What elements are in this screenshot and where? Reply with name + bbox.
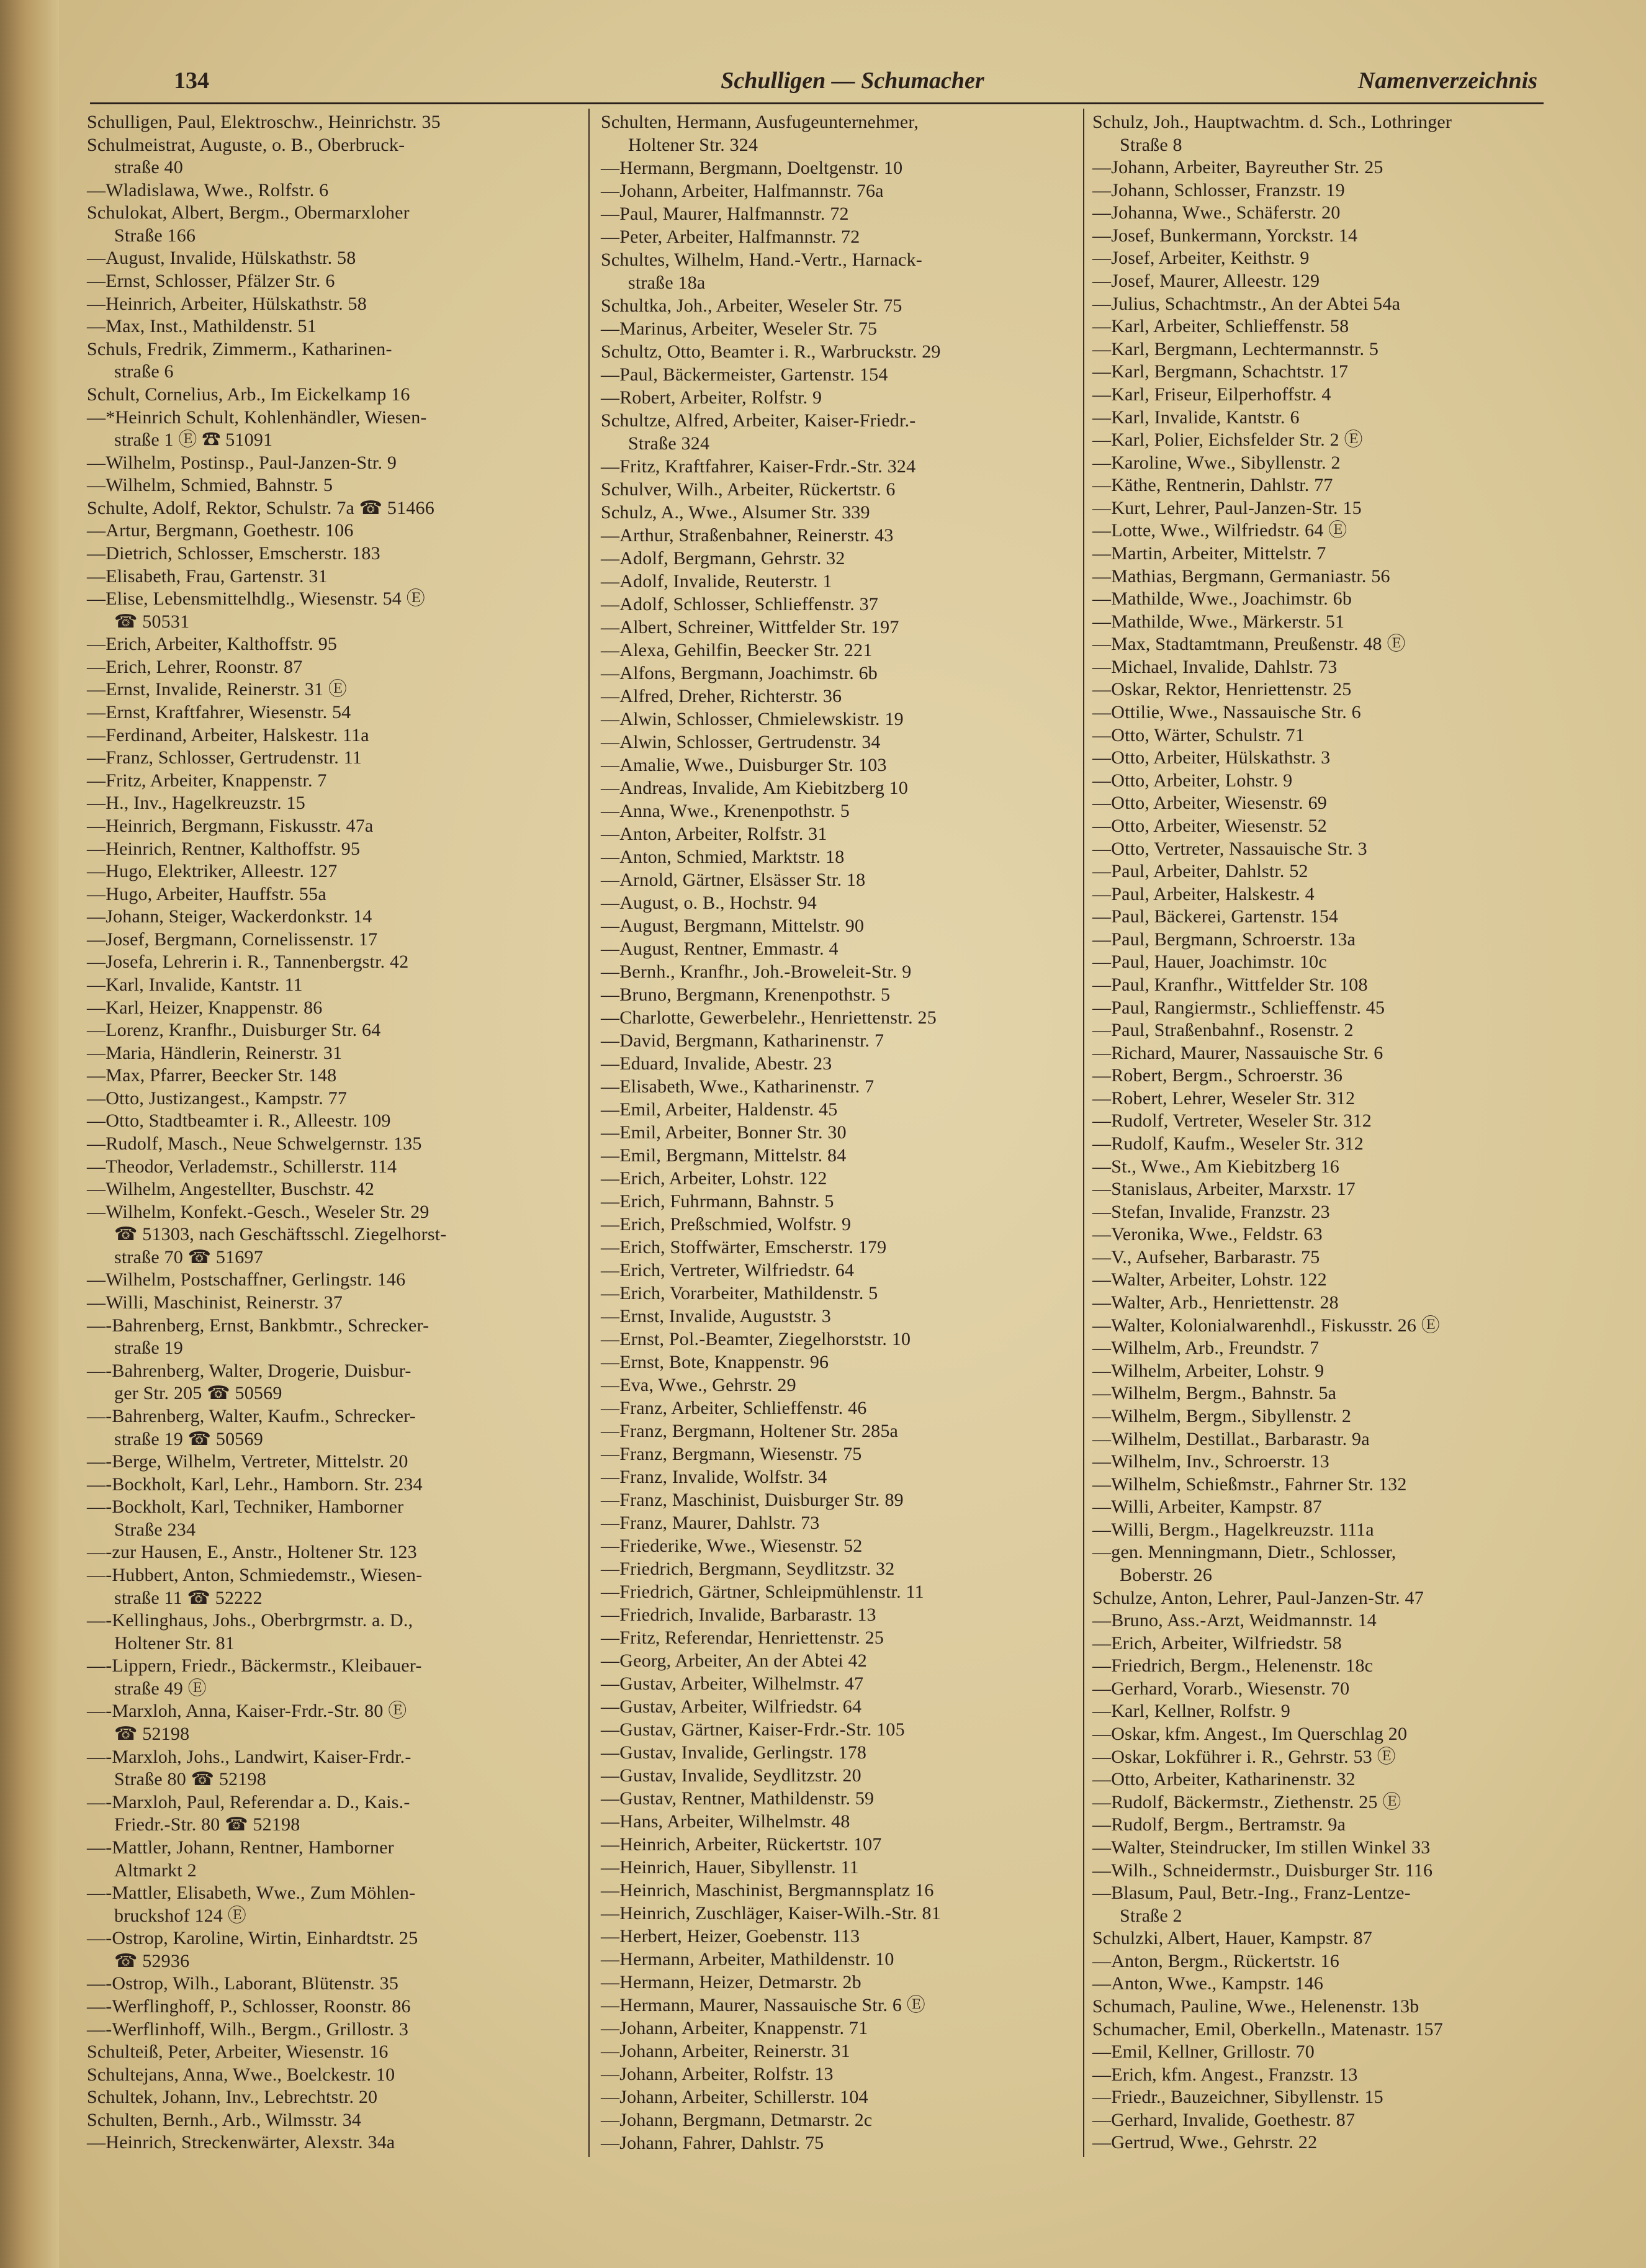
directory-entry: —Alfred, Dreher, Richterstr. 36 [601, 686, 842, 706]
directory-entry: —Karl, Bergmann, Schachtstr. 17 [1092, 361, 1349, 382]
directory-entry: —Paul, Kranfhr., Wittfelder Str. 108 [1092, 974, 1368, 995]
directory-entry: —Josef, Maurer, Alleestr. 129 [1092, 271, 1320, 292]
directory-entry: —Emil, Bergmann, Mittelstr. 84 [601, 1145, 847, 1166]
directory-entry: —-Mattler, Johann, Rentner, Hamborner [87, 1837, 394, 1858]
directory-entry: —Otto, Arbeiter, Wiesenstr. 52 [1092, 815, 1327, 836]
directory-entry: —Wilhelm, Bergm., Bahnstr. 5a [1092, 1383, 1337, 1404]
directory-entry: —Marinus, Arbeiter, Weseler Str. 75 [601, 318, 878, 339]
directory-entry: —Gustav, Rentner, Mathildenstr. 59 [601, 1788, 875, 1809]
directory-entry-continuation: Straße 234 [114, 1519, 196, 1540]
directory-entry: —Wilhelm, Arb., Freundstr. 7 [1092, 1338, 1320, 1359]
directory-entry: Schultze, Alfred, Arbeiter, Kaiser-Friedr.- [601, 410, 916, 431]
directory-entry: —Eduard, Invalide, Abestr. 23 [601, 1053, 832, 1074]
directory-entry: —Karl, Heizer, Knappenstr. 86 [87, 997, 323, 1018]
page-number: 134 [174, 68, 209, 94]
directory-entry: —Maria, Händlerin, Reinerstr. 31 [87, 1042, 343, 1063]
directory-entry-continuation: Holtener Str. 81 [114, 1632, 235, 1654]
directory-entry-continuation: straße 49 Ⓔ [114, 1678, 207, 1699]
directory-entry: —Gustav, Gärtner, Kaiser-Frdr.-Str. 105 [601, 1719, 905, 1740]
directory-entry: —Hermann, Bergmann, Doeltgenstr. 10 [601, 158, 903, 178]
directory-entry: —Paul, Hauer, Joachimstr. 10c [1092, 952, 1327, 973]
directory-entry-continuation: straße 70 ☎ 51697 [114, 1246, 263, 1267]
directory-entry: —Heinrich, Hauer, Sibyllenstr. 11 [601, 1857, 859, 1878]
directory-entry: —Rudolf, Vertreter, Weseler Str. 312 [1092, 1110, 1372, 1132]
directory-entry: —Franz, Invalide, Wolfstr. 34 [601, 1467, 827, 1487]
directory-entry: —Friedrich, Invalide, Barbarastr. 13 [601, 1604, 876, 1625]
directory-entry: —Karl, Arbeiter, Schlieffenstr. 58 [1092, 316, 1349, 337]
directory-entry: —August, o. B., Hochstr. 94 [601, 893, 817, 913]
directory-entry: —Johann, Steiger, Wackerdonkstr. 14 [87, 906, 372, 927]
directory-entry: —Stanislaus, Arbeiter, Marxstr. 17 [1092, 1179, 1356, 1200]
directory-entry: —Gerhard, Vorarb., Wiesenstr. 70 [1092, 1678, 1350, 1699]
directory-entry: Schulver, Wilh., Arbeiter, Rückertstr. 6 [601, 479, 896, 500]
directory-entry: Schulze, Anton, Lehrer, Paul-Janzen-Str. 47 [1092, 1587, 1424, 1608]
directory-entry: —Julius, Schachtmstr., An der Abtei 54a [1092, 293, 1401, 314]
directory-entry: —Friederike, Wwe., Wiesenstr. 52 [601, 1536, 863, 1556]
column-2 [601, 112, 1079, 2154]
directory-entry: —Wilhelm, Arbeiter, Lohstr. 9 [1092, 1360, 1324, 1381]
directory-entry: —Richard, Maurer, Nassauische Str. 6 [1092, 1042, 1383, 1063]
directory-entry: —Otto, Arbeiter, Hülskathstr. 3 [1092, 747, 1331, 768]
directory-entry: —Karl, Polier, Eichsfelder Str. 2 Ⓔ [1092, 430, 1363, 451]
directory-entry: —Franz, Maschinist, Duisburger Str. 89 [601, 1490, 904, 1510]
directory-entry: —Franz, Arbeiter, Schlieffenstr. 46 [601, 1398, 867, 1418]
directory-entry: —Franz, Maurer, Dahlstr. 73 [601, 1513, 820, 1533]
directory-entry: —Anton, Bergm., Rückertstr. 16 [1092, 1950, 1339, 1971]
directory-entry: —-Ostrop, Wilh., Laborant, Blütenstr. 35 [87, 1973, 399, 1994]
directory-entry: —Artur, Bergmann, Goethestr. 106 [87, 520, 354, 541]
directory-entry: —Erich, Vertreter, Wilfriedstr. 64 [601, 1260, 855, 1280]
directory-entry: Schuls, Fredrik, Zimmerm., Katharinen- [87, 338, 392, 359]
directory-entry: —V., Aufseher, Barbarastr. 75 [1092, 1246, 1320, 1267]
directory-entry: Schumacher, Emil, Oberkelln., Matenastr. 157 [1092, 2018, 1443, 2040]
directory-entry: —Josef, Bunkermann, Yorckstr. 14 [1092, 225, 1358, 246]
directory-entry: —Heinrich, Maschinist, Bergmannsplatz 16 [601, 1880, 934, 1901]
directory-entry: —August, Bergmann, Mittelstr. 90 [601, 916, 865, 936]
directory-entry: —Ferdinand, Arbeiter, Halskestr. 11a [87, 724, 369, 745]
directory-entry-continuation: ger Str. 205 ☎ 50569 [114, 1383, 282, 1404]
directory-entry: —Johann, Arbeiter, Schillerstr. 104 [601, 2087, 868, 2107]
directory-entry: —Karl, Kellner, Rolfstr. 9 [1092, 1701, 1290, 1722]
directory-entry: —Wilhelm, Postinsp., Paul-Janzen-Str. 9 [87, 452, 397, 473]
directory-entry: —Elisabeth, Frau, Gartenstr. 31 [87, 565, 328, 587]
directory-entry: —Erich, Arbeiter, Wilfriedstr. 58 [1092, 1632, 1342, 1654]
directory-entry: —Franz, Bergmann, Wiesenstr. 75 [601, 1444, 862, 1464]
directory-entry: —Paul, Straßenbahnf., Rosenstr. 2 [1092, 1020, 1354, 1041]
directory-entry-continuation: ☎ 50531 [114, 611, 190, 632]
page-header [168, 67, 1537, 104]
directory-entry: —St., Wwe., Am Kiebitzberg 16 [1092, 1156, 1339, 1177]
column-1 [87, 112, 583, 2154]
directory-entry: —Wilhelm, Inv., Schroerstr. 13 [1092, 1451, 1329, 1472]
directory-entry: —Wilhelm, Destillat., Barbarastr. 9a [1092, 1428, 1370, 1449]
directory-entry: —Dietrich, Schlosser, Emscherstr. 183 [87, 542, 380, 564]
directory-entry: Schulten, Hermann, Ausfugeunternehmer, [601, 112, 919, 132]
directory-entry: —Veronika, Wwe., Feldstr. 63 [1092, 1224, 1323, 1245]
directory-entry-continuation: ☎ 52198 [114, 1724, 190, 1745]
directory-entry: —Karoline, Wwe., Sibyllenstr. 2 [1092, 452, 1341, 473]
directory-entry: —Johann, Schlosser, Franzstr. 19 [1092, 179, 1345, 200]
directory-entry: —Johann, Bergmann, Detmarstr. 2c [601, 2110, 873, 2130]
directory-entry: —-Marxloh, Paul, Referendar a. D., Kais.- [87, 1791, 410, 1812]
directory-entry: —Anton, Arbeiter, Rolfstr. 31 [601, 824, 827, 844]
directory-entry: —Friedr., Bauzeichner, Sibyllenstr. 15 [1092, 2087, 1383, 2108]
directory-entry: —Paul, Arbeiter, Dahlstr. 52 [1092, 861, 1308, 882]
directory-entry: —Lorenz, Kranfhr., Duisburger Str. 64 [87, 1020, 381, 1041]
directory-entry-continuation: Straße 166 [114, 225, 196, 246]
directory-entry: —Bruno, Bergmann, Krenenpothstr. 5 [601, 984, 891, 1005]
directory-entry: —Franz, Bergmann, Holtener Str. 285a [601, 1421, 899, 1441]
directory-entry: —Walter, Steindrucker, Im stillen Winkel 33 [1092, 1837, 1431, 1858]
directory-entry: —Albert, Schreiner, Wittfelder Str. 197 [601, 617, 899, 637]
directory-entry: —Johann, Fahrer, Dahlstr. 75 [601, 2133, 824, 2153]
directory-entry: —Gertrud, Wwe., Gehrstr. 22 [1092, 2132, 1318, 2153]
directory-entry: —Willi, Bergm., Hagelkreuzstr. 111a [1092, 1519, 1374, 1540]
directory-entry: —*Heinrich Schult, Kohlenhändler, Wiesen- [87, 407, 427, 428]
directory-entry: —-Marxloh, Johs., Landwirt, Kaiser-Frdr.- [87, 1746, 412, 1767]
directory-entry: —Emil, Kellner, Grillostr. 70 [1092, 2041, 1315, 2063]
directory-entry: —Robert, Arbeiter, Rolfstr. 9 [601, 387, 822, 408]
directory-entry-continuation: straße 6 [114, 361, 174, 382]
directory-entry: —Erich, Fuhrmann, Bahnstr. 5 [601, 1191, 834, 1212]
directory-entry: —Josef, Bergmann, Cornelissenstr. 17 [87, 929, 378, 950]
directory-entry: —Robert, Bergm., Schroerstr. 36 [1092, 1065, 1343, 1086]
directory-entry: —Mathilde, Wwe., Märkerstr. 51 [1092, 611, 1345, 632]
directory-entry: —-Mattler, Elisabeth, Wwe., Zum Möhlen- [87, 1883, 416, 1904]
directory-entry: —Wilhelm, Konfekt.-Gesch., Weseler Str. 29 [87, 1201, 429, 1222]
directory-entry: —Gustav, Invalide, Gerlingstr. 178 [601, 1742, 867, 1763]
directory-entry: Schultes, Wilhelm, Hand.-Vertr., Harnack- [601, 250, 922, 270]
column-3 [1092, 112, 1545, 2154]
directory-entry: —Rudolf, Bergm., Bertramstr. 9a [1092, 1814, 1346, 1835]
directory-entry: —Erich, Preßschmied, Wolfstr. 9 [601, 1214, 852, 1235]
directory-entry: —Heinrich, Arbeiter, Hülskathstr. 58 [87, 293, 367, 314]
directory-entry-continuation: ☎ 52936 [114, 1950, 190, 1971]
section-title: Namenverzeichnis [1357, 68, 1537, 94]
directory-entry: —-Lippern, Friedr., Bäckermstr., Kleibauer- [87, 1655, 422, 1676]
directory-entry: —Willi, Arbeiter, Kampstr. 87 [1092, 1496, 1323, 1518]
directory-entry: —Erich, Stoffwärter, Emscherstr. 179 [601, 1237, 887, 1258]
directory-entry: —Johann, Arbeiter, Reinerstr. 31 [601, 2041, 850, 2061]
directory-entry: Schumach, Pauline, Wwe., Helenenstr. 13b [1092, 1996, 1419, 2017]
directory-entry: —Alexa, Gehilfin, Beecker Str. 221 [601, 640, 873, 660]
directory-entry: —Heinrich, Zuschläger, Kaiser-Wilh.-Str. 81 [601, 1903, 941, 1924]
directory-entry: Schulligen, Paul, Elektroschw., Heinrichstr. 35 [87, 112, 441, 132]
directory-entry: —Arthur, Straßenbahner, Reinerstr. 43 [601, 525, 894, 546]
directory-entry: —Josefa, Lehrerin i. R., Tannenbergstr. 42 [87, 952, 409, 973]
directory-entry: —Mathias, Bergmann, Germaniastr. 56 [1092, 565, 1390, 587]
directory-entry: —Willi, Maschinist, Reinerstr. 37 [87, 1292, 343, 1313]
directory-entry: —Walter, Arbeiter, Lohstr. 122 [1092, 1269, 1327, 1290]
directory-entry: —Otto, Wärter, Schulstr. 71 [1092, 724, 1305, 745]
directory-entry: —Erich, Lehrer, Roonstr. 87 [87, 656, 303, 677]
directory-entry: —Hugo, Elektriker, Alleestr. 127 [87, 861, 338, 882]
directory-entry-continuation: straße 19 [114, 1338, 183, 1359]
directory-entry-continuation: Straße 2 [1120, 1905, 1182, 1926]
directory-entry: —Rudolf, Masch., Neue Schwelgernstr. 135 [87, 1133, 422, 1154]
directory-entry-continuation: Straße 8 [1120, 134, 1182, 155]
directory-entry: Schulte, Adolf, Rektor, Schulstr. 7a ☎ 51466 [87, 497, 434, 518]
directory-entry: —Erich, Vorarbeiter, Mathildenstr. 5 [601, 1283, 878, 1303]
directory-entry: —Heinrich, Bergmann, Fiskusstr. 47a [87, 815, 374, 836]
directory-entry: —Gustav, Invalide, Seydlitzstr. 20 [601, 1765, 861, 1786]
directory-entry: —-Kellinghaus, Johs., Oberbrgrmstr. a. D., [87, 1610, 413, 1631]
directory-entry: —Karl, Invalide, Kantstr. 6 [1092, 407, 1300, 428]
directory-entry: —Ernst, Invalide, Auguststr. 3 [601, 1306, 831, 1326]
directory-entry: —August, Rentner, Emmastr. 4 [601, 938, 839, 959]
directory-entry: —Arnold, Gärtner, Elsässer Str. 18 [601, 870, 866, 890]
directory-entry: —David, Bergmann, Katharinenstr. 7 [601, 1030, 884, 1051]
directory-entry: Schultka, Joh., Arbeiter, Weseler Str. 75 [601, 295, 902, 316]
directory-entry: —Oskar, Lokführer i. R., Gehrstr. 53 Ⓔ [1092, 1746, 1396, 1767]
directory-entry: —-zur Hausen, E., Anstr., Holtener Str. 123 [87, 1542, 417, 1563]
directory-entry: —Georg, Arbeiter, An der Abtei 42 [601, 1650, 867, 1671]
directory-entry: —Paul, Bergmann, Schroerstr. 13a [1092, 929, 1356, 950]
directory-entry: —H., Inv., Hagelkreuzstr. 15 [87, 793, 305, 814]
directory-entry: Schultz, Otto, Beamter i. R., Warbruckstr. 29 [601, 341, 941, 362]
directory-entry: —Theodor, Verlademstr., Schillerstr. 114 [87, 1156, 397, 1177]
directory-entry: —Anna, Wwe., Krenenpothstr. 5 [601, 801, 850, 821]
directory-entry: —Friedrich, Gärtner, Schleipmühlenstr. 11 [601, 1582, 924, 1602]
directory-entry: —Bruno, Ass.-Arzt, Weidmannstr. 14 [1092, 1610, 1377, 1631]
directory-entry: —Wilhelm, Bergm., Sibyllenstr. 2 [1092, 1405, 1352, 1426]
directory-entry: —Hermann, Maurer, Nassauische Str. 6 Ⓔ [601, 1995, 925, 2015]
directory-entry: —Bernh., Kranfhr., Joh.-Broweleit-Str. 9 [601, 961, 912, 982]
directory-entry-continuation: straße 1 Ⓔ ☎ 51091 [114, 430, 273, 451]
directory-entry: —Wilhelm, Angestellter, Buschstr. 42 [87, 1179, 375, 1200]
directory-entry: —-Bockholt, Karl, Lehr., Hamborn. Str. 234 [87, 1474, 423, 1495]
directory-entry: —Walter, Arb., Henriettenstr. 28 [1092, 1292, 1339, 1313]
directory-entry: —-Bahrenberg, Ernst, Bankbmtr., Schrecker- [87, 1315, 429, 1336]
directory-entry: Schulz, Joh., Hauptwachtm. d. Sch., Lothringer [1092, 112, 1452, 132]
directory-entry: —Otto, Justizangest., Kampstr. 77 [87, 1087, 348, 1109]
directory-entry: —Fritz, Kraftfahrer, Kaiser-Frdr.-Str. 324 [601, 456, 916, 477]
directory-entry: —Hans, Arbeiter, Wilhelmstr. 48 [601, 1811, 850, 1832]
directory-entry: Schult, Cornelius, Arb., Im Eickelkamp 16 [87, 384, 410, 405]
directory-entry: —Hermann, Arbeiter, Mathildenstr. 10 [601, 1949, 894, 1969]
directory-entry: —Andreas, Invalide, Am Kiebitzberg 10 [601, 778, 909, 798]
directory-entry: —gen. Menningmann, Dietr., Schlosser, [1092, 1542, 1396, 1563]
directory-entry-continuation: straße 40 [114, 157, 183, 178]
directory-entry: —Mathilde, Wwe., Joachimstr. 6b [1092, 588, 1352, 610]
directory-entry: —Rudolf, Kaufm., Weseler Str. 312 [1092, 1133, 1364, 1154]
directory-entry-continuation: Altmarkt 2 [114, 1860, 197, 1881]
directory-entry: —Käthe, Rentnerin, Dahlstr. 77 [1092, 475, 1333, 496]
directory-entry: Schultejans, Anna, Wwe., Boelckestr. 10 [87, 2064, 395, 2085]
directory-entry: —Johann, Arbeiter, Halfmannstr. 76a [601, 181, 884, 201]
directory-entry: —Anton, Wwe., Kampstr. 146 [1092, 1973, 1324, 1994]
directory-entry: —-Marxloh, Anna, Kaiser-Frdr.-Str. 80 Ⓔ [87, 1701, 407, 1722]
directory-entry: —Gerhard, Invalide, Goethestr. 87 [1092, 2109, 1356, 2130]
directory-entry: —Heinrich, Arbeiter, Rückertstr. 107 [601, 1834, 882, 1855]
directory-entry: —Max, Pfarrer, Beecker Str. 148 [87, 1065, 337, 1086]
directory-entry: —Fritz, Referendar, Henriettenstr. 25 [601, 1627, 884, 1648]
directory-entry: —Alfons, Bergmann, Joachimstr. 6b [601, 663, 878, 683]
directory-entry: —Anton, Schmied, Marktstr. 18 [601, 847, 845, 867]
directory-entry: —Elisabeth, Wwe., Katharinenstr. 7 [601, 1076, 875, 1097]
directory-entry: —Josef, Arbeiter, Keithstr. 9 [1092, 248, 1310, 269]
directory-entry: —Ernst, Invalide, Reinerstr. 31 Ⓔ [87, 679, 348, 700]
directory-entry: —Max, Inst., Mathildenstr. 51 [87, 316, 317, 337]
directory-entry: Schulteiß, Peter, Arbeiter, Wiesenstr. 16 [87, 2041, 389, 2063]
directory-entry: —Gustav, Arbeiter, Wilfriedstr. 64 [601, 1696, 862, 1717]
directory-entry: —Paul, Arbeiter, Halskestr. 4 [1092, 883, 1315, 904]
directory-entry: —Friedrich, Bergm., Helenenstr. 18c [1092, 1655, 1374, 1676]
directory-entry: —Max, Stadtamtmann, Preußenstr. 48 Ⓔ [1092, 634, 1406, 655]
directory-entry: —Erich, Arbeiter, Kalthoffstr. 95 [87, 634, 338, 655]
directory-entry: —Otto, Stadtbeamter i. R., Alleestr. 109 [87, 1110, 391, 1132]
directory-entry: —Erich, Arbeiter, Lohstr. 122 [601, 1168, 827, 1189]
page-title: Schulligen — Schumacher [721, 68, 984, 94]
directory-entry: —Ernst, Kraftfahrer, Wiesenstr. 54 [87, 702, 351, 723]
directory-entry-continuation: straße 19 ☎ 50569 [114, 1428, 263, 1449]
directory-entry: —Johann, Arbeiter, Rolfstr. 13 [601, 2064, 834, 2084]
directory-entry: —Wilhelm, Schießmstr., Fahrner Str. 132 [1092, 1474, 1407, 1495]
directory-entry: —Otto, Vertreter, Nassauische Str. 3 [1092, 838, 1367, 859]
directory-entry: —Otto, Arbeiter, Katharinenstr. 32 [1092, 1769, 1356, 1790]
directory-entry: —Wilhelm, Postschaffner, Gerlingstr. 146 [87, 1269, 406, 1290]
directory-entry: —-Ostrop, Karoline, Wirtin, Einhardtstr. 25 [87, 1928, 418, 1949]
header-rule [90, 102, 1544, 104]
directory-entry: Schulokat, Albert, Bergm., Obermarxloher [87, 202, 410, 223]
directory-entry: —Emil, Arbeiter, Bonner Str. 30 [601, 1122, 847, 1143]
directory-entry: —-Werflinhoff, Wilh., Bergm., Grillostr. 3 [87, 2018, 409, 2040]
directory-entry-continuation: bruckshof 124 Ⓔ [114, 1905, 246, 1926]
directory-entry: —Alwin, Schlosser, Gertrudenstr. 34 [601, 732, 881, 752]
directory-entry: —Amalie, Wwe., Duisburger Str. 103 [601, 755, 887, 775]
directory-entry: —Charlotte, Gewerbelehr., Henriettenstr. 25 [601, 1007, 937, 1028]
directory-entry-continuation: Straße 80 ☎ 52198 [114, 1769, 266, 1790]
directory-entry: —Ottilie, Wwe., Nassauische Str. 6 [1092, 702, 1361, 723]
directory-entry: Schulten, Bernh., Arb., Wilmsstr. 34 [87, 2109, 362, 2130]
directory-entry: —Peter, Arbeiter, Halfmannstr. 72 [601, 227, 860, 247]
directory-entry: —Heinrich, Rentner, Kalthoffstr. 95 [87, 838, 361, 859]
directory-entry: —-Bahrenberg, Walter, Kaufm., Schrecker- [87, 1405, 416, 1426]
directory-entry-continuation: straße 18a [628, 272, 706, 293]
directory-entry: —-Hubbert, Anton, Schmiedemstr., Wiesen- [87, 1565, 423, 1585]
directory-entry: —Heinrich, Streckenwärter, Alexstr. 34a [87, 2132, 395, 2153]
directory-entry: —Rudolf, Bäckermstr., Ziethenstr. 25 Ⓔ [1092, 1791, 1401, 1812]
directory-entry: —Karl, Invalide, Kantstr. 11 [87, 974, 303, 995]
directory-entry-continuation: straße 11 ☎ 52222 [114, 1587, 263, 1608]
directory-entry-continuation: Boberstr. 26 [1120, 1565, 1213, 1585]
directory-entry: —Ernst, Pol.-Beamter, Ziegelhorststr. 10 [601, 1329, 911, 1349]
directory-entry: —Blasum, Paul, Betr.-Ing., Franz-Lentze- [1092, 1883, 1411, 1904]
directory-entry: Schulz, A., Wwe., Alsumer Str. 339 [601, 502, 870, 523]
directory-entry: —Johann, Arbeiter, Bayreuther Str. 25 [1092, 157, 1383, 178]
directory-entry: —Adolf, Invalide, Reuterstr. 1 [601, 571, 832, 592]
directory-entry: —Lotte, Wwe., Wilfriedstr. 64 Ⓔ [1092, 520, 1347, 541]
directory-entry: —Paul, Bäckerei, Gartenstr. 154 [1092, 906, 1339, 927]
directory-entry: —Walter, Kolonialwarenhdl., Fiskusstr. 26 Ⓔ [1092, 1315, 1440, 1336]
directory-entry: —Oskar, kfm. Angest., Im Querschlag 20 [1092, 1724, 1408, 1745]
directory-entry-continuation: ☎ 51303, nach Geschäftsschl. Ziegelhorst- [114, 1224, 447, 1245]
directory-entry: —Franz, Schlosser, Gertrudenstr. 11 [87, 747, 362, 768]
directory-entry: —Karl, Friseur, Eilperhoffstr. 4 [1092, 384, 1331, 405]
directory-entry: —Paul, Maurer, Halfmannstr. 72 [601, 204, 849, 224]
directory-entry: —-Bahrenberg, Walter, Drogerie, Duisbur- [87, 1360, 412, 1381]
directory-entry: —Otto, Arbeiter, Wiesenstr. 69 [1092, 793, 1327, 814]
directory-entry: —Paul, Rangiermstr., Schlieffenstr. 45 [1092, 997, 1385, 1018]
column-divider [1083, 109, 1084, 2157]
directory-entry: —-Bockholt, Karl, Techniker, Hamborner [87, 1496, 404, 1518]
directory-entry: —Eva, Wwe., Gehrstr. 29 [601, 1375, 796, 1395]
directory-entry: —August, Invalide, Hülskathstr. 58 [87, 248, 356, 269]
directory-entry: —Friedrich, Bergmann, Seydlitzstr. 32 [601, 1559, 895, 1579]
directory-entry: Schulmeistrat, Auguste, o. B., Oberbruck- [87, 134, 405, 155]
directory-entry: Schultek, Johann, Inv., Lebrechtstr. 20 [87, 2087, 378, 2108]
directory-entry: —Hermann, Heizer, Detmarstr. 2b [601, 1972, 861, 1992]
book-binding-edge [0, 0, 59, 2268]
directory-entry-continuation: Friedr.-Str. 80 ☎ 52198 [114, 1814, 300, 1835]
directory-entry: —Michael, Invalide, Dahlstr. 73 [1092, 656, 1338, 677]
directory-entry: —Otto, Arbeiter, Lohstr. 9 [1092, 770, 1293, 791]
directory-entry: —Paul, Bäckermeister, Gartenstr. 154 [601, 364, 888, 385]
directory-entry: —Elise, Lebensmittelhdlg., Wiesenstr. 54 Ⓔ [87, 588, 425, 610]
directory-entry: —Robert, Lehrer, Weseler Str. 312 [1092, 1087, 1356, 1109]
directory-entry: —Adolf, Bergmann, Gehrstr. 32 [601, 548, 845, 569]
directory-entry: —Wladislawa, Wwe., Rolfstr. 6 [87, 179, 329, 200]
directory-entry: —Emil, Arbeiter, Haldenstr. 45 [601, 1099, 838, 1120]
directory-entry: —Johanna, Wwe., Schäferstr. 20 [1092, 202, 1341, 223]
directory-entry: —Wilhelm, Schmied, Bahnstr. 5 [87, 475, 333, 496]
column-divider [588, 109, 590, 2157]
directory-entry: —Stefan, Invalide, Franzstr. 23 [1092, 1201, 1330, 1222]
directory-entry: —Wilh., Schneidermstr., Duisburger Str. 116 [1092, 1860, 1433, 1881]
directory-entry: —Ernst, Bote, Knappenstr. 96 [601, 1352, 829, 1372]
directory-entry: —Erich, kfm. Angest., Franzstr. 13 [1092, 2064, 1358, 2085]
directory-entry: —-Berge, Wilhelm, Vertreter, Mittelstr. 20 [87, 1451, 408, 1472]
directory-entry: —Fritz, Arbeiter, Knappenstr. 7 [87, 770, 327, 791]
directory-entry: —Hugo, Arbeiter, Hauffstr. 55a [87, 883, 326, 904]
directory-entry: —Oskar, Rektor, Henriettenstr. 25 [1092, 679, 1352, 700]
directory-entry: —Kurt, Lehrer, Paul-Janzen-Str. 15 [1092, 497, 1362, 518]
directory-entry: —Karl, Bergmann, Lechtermannstr. 5 [1092, 338, 1379, 359]
directory-entry-continuation: Holtener Str. 324 [628, 135, 758, 155]
directory-entry: —Gustav, Arbeiter, Wilhelmstr. 47 [601, 1673, 864, 1694]
directory-entry: —Johann, Arbeiter, Knappenstr. 71 [601, 2018, 868, 2038]
directory-entry: —Ernst, Schlosser, Pfälzer Str. 6 [87, 271, 335, 292]
directory-entry: Schulzki, Albert, Hauer, Kampstr. 87 [1092, 1928, 1372, 1949]
directory-entry: —Herbert, Heizer, Goebenstr. 113 [601, 1926, 860, 1946]
directory-entry: —Adolf, Schlosser, Schlieffenstr. 37 [601, 594, 879, 614]
directory-entry-continuation: Straße 324 [628, 433, 710, 454]
directory-entry: —Alwin, Schlosser, Chmielewskistr. 19 [601, 709, 904, 729]
directory-entry: —Martin, Arbeiter, Mittelstr. 7 [1092, 542, 1326, 564]
directory-entry: —-Werflinghoff, P., Schlosser, Roonstr. 86 [87, 1996, 411, 2017]
